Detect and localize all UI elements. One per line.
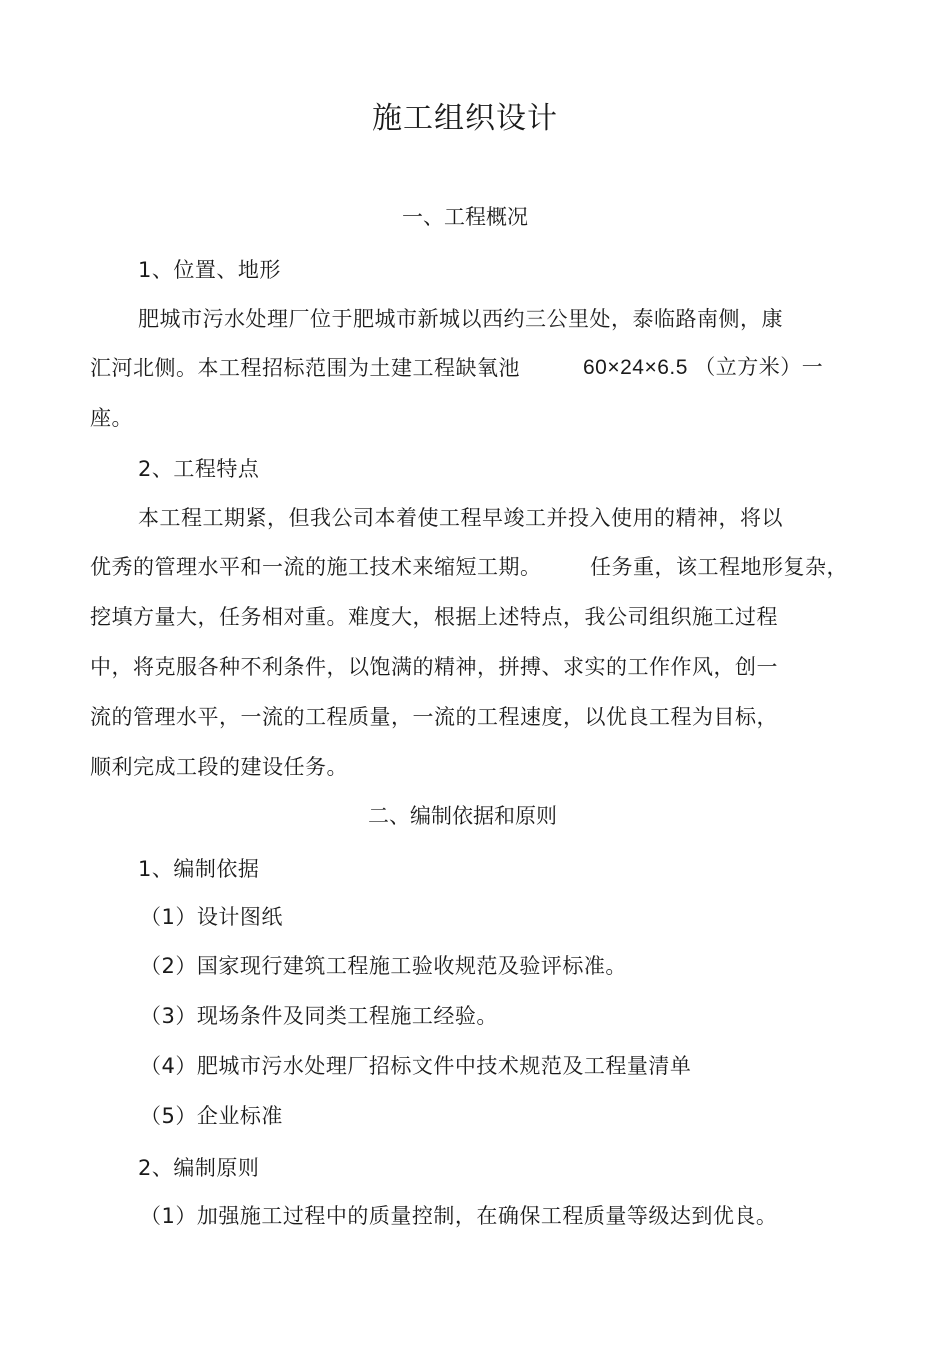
paragraph-line: 顺利完成工段的建设任务。 — [90, 755, 348, 779]
subheading-features: 2、工程特点 — [138, 457, 260, 481]
paragraph-line: 中，将克服各种不利条件，以饱满的精神，拼搏、求实的工作作风，创一 — [90, 655, 778, 679]
subheading-principles: 2、编制原则 — [138, 1156, 260, 1180]
paragraph-line: 汇河北侧。本工程招标范围为土建工程缺氧池 — [90, 356, 520, 380]
document-title: 施工组织设计 — [372, 101, 558, 136]
section-heading-overview: 一、工程概况 — [402, 205, 528, 229]
subheading-basis: 1、编制依据 — [138, 857, 260, 881]
list-item: （1）加强施工过程中的质量控制，在确保工程质量等级达到优良。 — [140, 1204, 778, 1228]
paragraph-line: 座。 — [90, 406, 133, 430]
section-heading-basis: 二、编制依据和原则 — [368, 804, 557, 828]
paragraph-line: 肥城市污水处理厂位于肥城市新城以西约三公里处，泰临路南侧，康 — [138, 307, 783, 331]
paragraph-line: 任务重，该工程地形复杂， — [590, 555, 848, 579]
subheading-location: 1、位置、地形 — [138, 258, 281, 282]
paragraph-line: 流的管理水平，一流的工程质量，一流的工程速度，以优良工程为目标， — [90, 705, 778, 729]
paragraph-line: 挖填方量大，任务相对重。难度大，根据上述特点，我公司组织施工过程 — [90, 605, 778, 629]
paragraph-line: 优秀的管理水平和一流的施工技术来缩短工期。 — [90, 555, 542, 579]
list-item: （1）设计图纸 — [140, 905, 283, 929]
list-item: （4）肥城市污水处理厂招标文件中技术规范及工程量清单 — [140, 1054, 692, 1078]
paragraph-line-dimensions: 60×24×6.5 （立方米）一 — [583, 356, 824, 379]
list-item: （2）国家现行建筑工程施工验收规范及验评标准。 — [140, 954, 627, 978]
list-item: （5）企业标准 — [140, 1104, 283, 1128]
paragraph-line: 本工程工期紧，但我公司本着使工程早竣工并投入使用的精神，将以 — [138, 506, 783, 530]
list-item: （3）现场条件及同类工程施工经验。 — [140, 1004, 498, 1028]
